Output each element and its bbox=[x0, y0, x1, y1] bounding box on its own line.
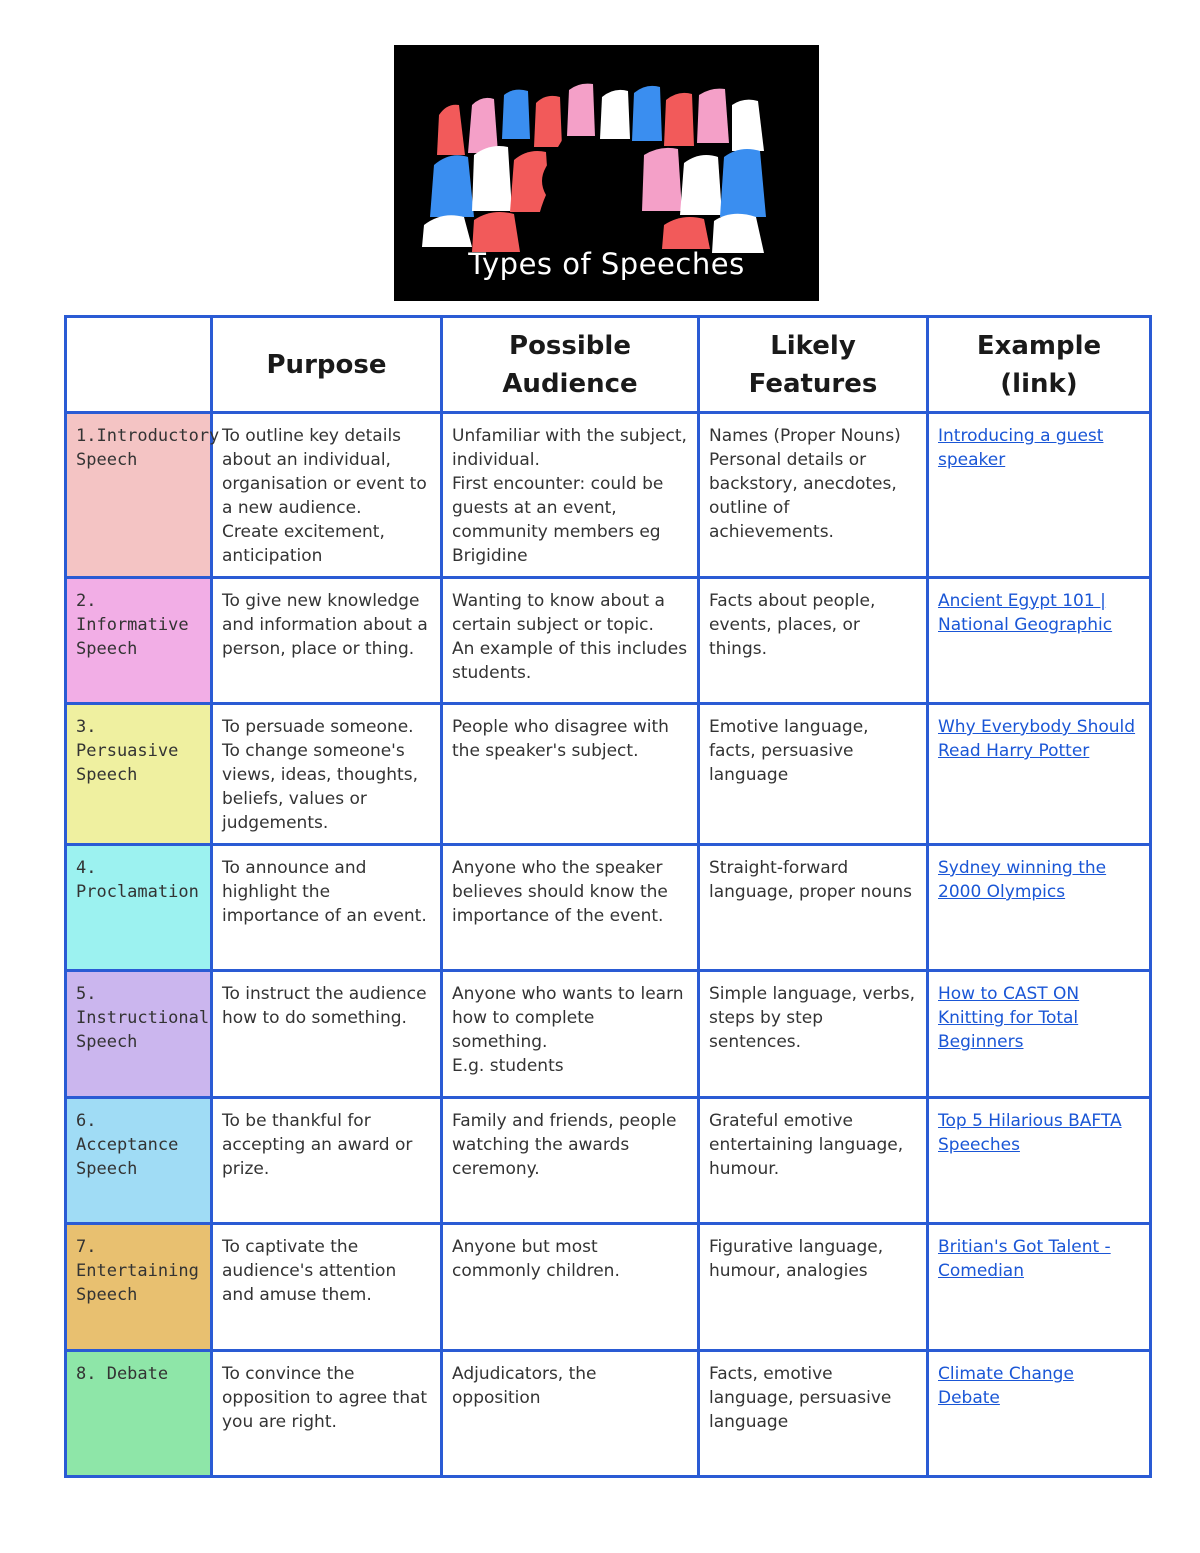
features-cell: Emotive language, facts, persuasive language bbox=[699, 704, 928, 845]
type-cell: 4. Proclamation bbox=[66, 845, 212, 971]
example-link[interactable]: Sydney winning the 2000 Olympics bbox=[938, 858, 1107, 902]
table-row bbox=[66, 1224, 1151, 1351]
audience-cell: Unfamiliar with the subject, individual. First encounter: could be guests at an event, community members eg Brigidine bbox=[442, 413, 699, 578]
example-link[interactable]: Ancient Egypt 101 | National Geographic bbox=[938, 591, 1113, 635]
example-cell bbox=[928, 1351, 1151, 1477]
type-cell: 3. Persuasive Speech bbox=[66, 704, 212, 845]
banner-title: Types of Speeches bbox=[468, 247, 745, 281]
purpose-cell: To instruct the audience how to do something. bbox=[212, 971, 442, 1098]
example-link[interactable]: Why Everybody Should Read Harry Potter bbox=[938, 717, 1136, 761]
features-cell: Simple language, verbs, steps by step sentences. bbox=[699, 971, 928, 1098]
purpose-cell: To give new knowledge and information about a person, place or thing. bbox=[212, 578, 442, 704]
type-cell: 7. Entertaining Speech bbox=[66, 1224, 212, 1351]
features-cell: Names (Proper Nouns) Personal details or backstory, anecdotes, outline of achievements. bbox=[699, 413, 928, 578]
header-features: Likely Features bbox=[699, 317, 928, 413]
type-cell: 5. Instructional Speech bbox=[66, 971, 212, 1098]
example-cell bbox=[928, 704, 1151, 845]
features-cell: Facts, emotive language, persuasive language bbox=[699, 1351, 928, 1477]
example-link[interactable]: Climate Change Debate bbox=[938, 1364, 1074, 1408]
table-row bbox=[66, 704, 1151, 845]
example-link[interactable]: Britian's Got Talent - Comedian bbox=[938, 1237, 1111, 1281]
features-cell: Figurative language, humour, analogies bbox=[699, 1224, 928, 1351]
header-corner bbox=[66, 317, 212, 413]
audience-cell: Adjudicators, the opposition bbox=[442, 1351, 699, 1477]
table-row bbox=[66, 845, 1151, 971]
example-link[interactable]: Introducing a guest speaker bbox=[938, 426, 1104, 470]
type-cell: 2. Informative Speech bbox=[66, 578, 212, 704]
example-cell bbox=[928, 578, 1151, 704]
example-cell bbox=[928, 413, 1151, 578]
purpose-cell: To outline key details about an individual, organisation or event to a new audience. Create excitement, anticipation bbox=[212, 413, 442, 578]
header-example: Example (link) bbox=[928, 317, 1151, 413]
purpose-cell: To convince the opposition to agree that you are right. bbox=[212, 1351, 442, 1477]
purpose-cell: To announce and highlight the importance of an event. bbox=[212, 845, 442, 971]
table-row bbox=[66, 1098, 1151, 1224]
audience-cell: Family and friends, people watching the awards ceremony. bbox=[442, 1098, 699, 1224]
banner-image bbox=[394, 45, 819, 301]
table-row bbox=[66, 578, 1151, 704]
example-link[interactable]: Top 5 Hilarious BAFTA Speeches bbox=[938, 1111, 1122, 1155]
type-cell: 1.Introductory Speech bbox=[66, 413, 212, 578]
header-purpose: Purpose bbox=[212, 317, 442, 413]
example-cell bbox=[928, 971, 1151, 1098]
table-row bbox=[66, 413, 1151, 578]
example-cell bbox=[928, 1224, 1151, 1351]
features-cell: Facts about people, events, places, or things. bbox=[699, 578, 928, 704]
purpose-cell: To captivate the audience's attention and amuse them. bbox=[212, 1224, 442, 1351]
example-cell bbox=[928, 1098, 1151, 1224]
example-link[interactable]: How to CAST ON Knitting for Total Beginners bbox=[938, 984, 1080, 1052]
audience-cell: People who disagree with the speaker's subject. bbox=[442, 704, 699, 845]
purpose-cell: To persuade someone. To change someone's views, ideas, thoughts, beliefs, values or judgements. bbox=[212, 704, 442, 845]
table-row bbox=[66, 1351, 1151, 1477]
audience-cell: Anyone but most commonly children. bbox=[442, 1224, 699, 1351]
header-row bbox=[66, 317, 1151, 413]
features-cell: Grateful emotive entertaining language, humour. bbox=[699, 1098, 928, 1224]
audience-cell: Wanting to know about a certain subject or topic. An example of this includes students. bbox=[442, 578, 699, 704]
speech-types-table bbox=[64, 315, 1152, 1478]
purpose-cell: To be thankful for accepting an award or prize. bbox=[212, 1098, 442, 1224]
table-row bbox=[66, 971, 1151, 1098]
features-cell: Straight-forward language, proper nouns bbox=[699, 845, 928, 971]
type-cell: 6. Acceptance Speech bbox=[66, 1098, 212, 1224]
type-cell: 8. Debate bbox=[66, 1351, 212, 1477]
audience-cell: Anyone who the speaker believes should know the importance of the event. bbox=[442, 845, 699, 971]
header-audience: Possible Audience bbox=[442, 317, 699, 413]
audience-cell: Anyone who wants to learn how to complete something. E.g. students bbox=[442, 971, 699, 1098]
example-cell bbox=[928, 845, 1151, 971]
